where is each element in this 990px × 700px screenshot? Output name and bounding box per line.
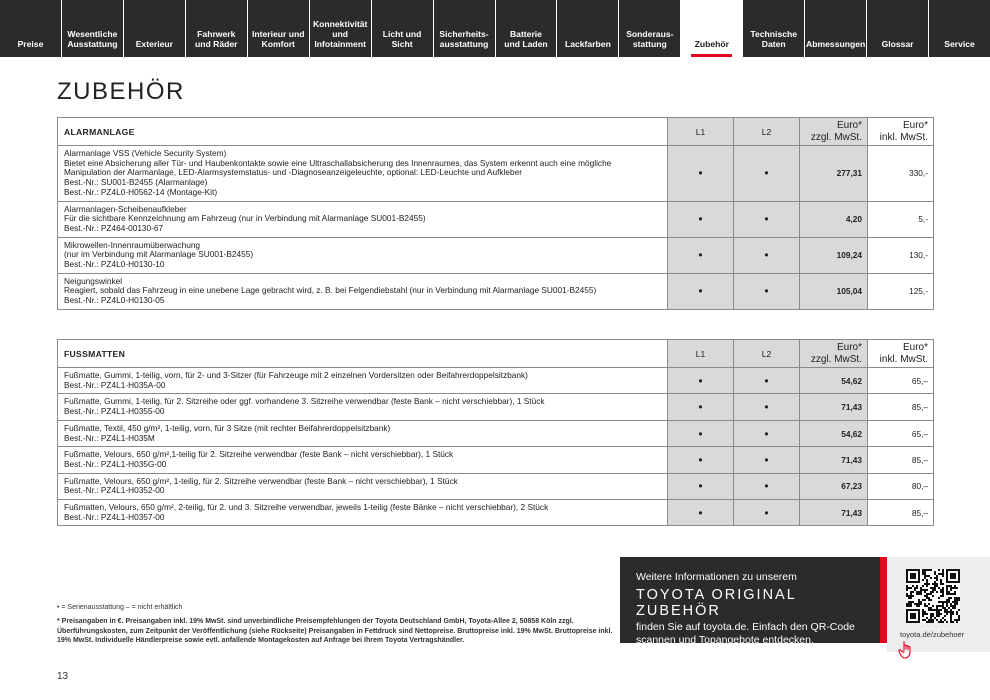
table-row (58, 473, 934, 499)
availability-l1: • (668, 447, 734, 473)
availability-l2: • (734, 500, 800, 526)
availability-l2: • (734, 473, 800, 499)
nav-tab-technische-daten[interactable]: Technische Daten (743, 0, 805, 57)
col-header-gross-price: Euro* inkl. MwSt. (868, 118, 934, 146)
table-row (58, 420, 934, 446)
row-text-line: Fußmatte, Textil, 450 g/m², 1-teilig, vorn, für 3 Sitze (mit rechter Beifahrerdoppelsitzbank) (64, 422, 391, 433)
row-text-line: Best.-Nr.: PZ4L1-H035M (64, 432, 155, 443)
net-price: 54,62 (800, 420, 868, 446)
row-description (58, 146, 668, 202)
nav-tab-zubehör[interactable]: Zubehör (681, 0, 743, 57)
net-price: 71,43 (800, 394, 868, 420)
availability-l2: • (734, 447, 800, 473)
col-header-l2: L2 (734, 340, 800, 368)
net-price: 105,04 (800, 273, 868, 309)
availability-l2: • (734, 368, 800, 394)
table-row (58, 237, 934, 273)
row-description (58, 500, 668, 526)
qr-code-icon[interactable] (906, 569, 960, 623)
row-description (58, 201, 668, 237)
row-description (58, 447, 668, 473)
net-price: 109,24 (800, 237, 868, 273)
row-text-line: Best.-Nr.: PZ4L0-H0130-10 (64, 259, 165, 270)
availability-l2: • (734, 146, 800, 202)
hand-pointer-icon (898, 640, 914, 665)
row-text-line: Best.-Nr.: PZ4L0-H0562-14 (Montage-Kit) (64, 186, 218, 197)
table-row (58, 500, 934, 526)
price-footnote: * Preisangaben in €. Preisangaben inkl. 19% MwSt. sind unverbindliche Preisempfehlungen der Toyota Deutschland GmbH, Toyota-Allee 2, 50858 Köln zzgl. Überführungskosten, zum Zeitpunkt der Veröffentlichung (siehe Rückseite) Preisangaben in Fettdruck sind Nettopreise. Bruttopreise inkl. 19% MwSt. Bruttopreise inkl. 19% MwSt. Individuelle Händlerpreise sowie evtl. anfallende Montagekosten auf Anfrage bei Ihrem Toyota Vertragshändler. (57, 618, 613, 645)
row-text-line: Best.-Nr.: PZ4L1-H035A-00 (64, 379, 166, 390)
gross-price: 85,– (868, 447, 934, 473)
gross-price: 85,– (868, 394, 934, 420)
legend-note: • = Serienausstattung – = nicht erhältlich (57, 604, 183, 611)
table-row (58, 273, 934, 309)
table-row (58, 368, 934, 394)
table-row (58, 447, 934, 473)
availability-l2: • (734, 420, 800, 446)
col-header-l1: L1 (668, 118, 734, 146)
row-text-line: Best.-Nr.: PZ4L0-H0130-05 (64, 295, 165, 306)
row-text-line: (nur im Verbindung mit Alarmanlage SU001-B2455) (64, 249, 254, 260)
availability-l2: • (734, 273, 800, 309)
availability-l2: • (734, 237, 800, 273)
gross-price: 65,– (868, 420, 934, 446)
promo-accent-bar (880, 557, 887, 643)
col-header-gross-price: Euro* inkl. MwSt. (868, 340, 934, 368)
row-text-line: Best.-Nr.: PZ464-00130-67 (64, 222, 164, 233)
net-price: 277,31 (800, 146, 868, 202)
col-header-net-price: Euro* zzgl. MwSt. (800, 340, 868, 368)
row-description (58, 273, 668, 309)
availability-l1: • (668, 146, 734, 202)
table-row (58, 201, 934, 237)
availability-l1: • (668, 237, 734, 273)
table-row (58, 394, 934, 420)
row-text-line: Manipulation der Alarmanlage, LED-Alarmsystemstatus- und -Diagnoseanzeigeleuchte, optional: LED-Leuchte und Aufkleber (64, 167, 522, 178)
row-description (58, 237, 668, 273)
nav-tab-licht-und-sicht[interactable]: Licht und Sicht (372, 0, 434, 57)
row-description (58, 394, 668, 420)
alarmanlage-table (57, 117, 934, 310)
row-text-line: Fußmatte, Velours, 650 g/m²,1-teilig für 2. Sitzreihe verwendbar (feste Bank – nicht verschiebbar), 1 Stück (64, 449, 454, 460)
nav-tab-fahrwerk-und-räder[interactable]: Fahrwerk und Räder (186, 0, 248, 57)
nav-tab-sonderaus-stattung[interactable]: Sonderaus- stattung (619, 0, 681, 57)
availability-l1: • (668, 420, 734, 446)
nav-tab-service[interactable]: Service (944, 39, 975, 49)
promo-line-3: finden Sie auf toyota.de. Einfach den QR-Code scannen und Topangebote entdecken. (636, 621, 855, 646)
top-navigation (0, 0, 990, 57)
page-number: 13 (57, 671, 69, 682)
row-description (58, 473, 668, 499)
row-text-line: Best.-Nr.: SU001-B2455 (Alarmanlage) (64, 177, 208, 188)
nav-tab-interieur-und-komfort[interactable]: Interieur und Komfort (248, 0, 310, 57)
row-text-line: Bietet eine Absicherung aller Tür- und Haubenkontakte sowie eine Ultraschallabsicherung des Innenraumes, das System erkennt auch eine mögliche (64, 157, 612, 168)
availability-l2: • (734, 201, 800, 237)
row-text-line: Reagiert, sobald das Fahrzeug in eine unebene Lage gebracht wird, z. B. bei Felgendiebstahl (nur in Verbindung mit Alarmanlage SU001-B2455) (64, 285, 597, 296)
col-header-l2: L2 (734, 118, 800, 146)
nav-tab-exterieur[interactable]: Exterieur (124, 0, 186, 57)
availability-l1: • (668, 368, 734, 394)
table-title: ALARMANLAGE (58, 118, 668, 146)
promo-line-2: TOYOTA ORIGINAL ZUBEHÖR (636, 587, 797, 619)
row-text-line: Mikrowellen-Innenraumüberwachung (64, 239, 201, 250)
table-row (58, 146, 934, 202)
fussmatten-table (57, 339, 934, 526)
gross-price: 125,- (868, 273, 934, 309)
nav-tab-abmessungen[interactable]: Abmessungen (805, 0, 867, 57)
row-text-line: Fußmatte, Gummi, 1-teilig, für 2. Sitzreihe oder ggf. vorhandene 3. Sitzreihe verwendbar (feste Bank – nicht verschiebbar), 1 Stück (64, 396, 545, 407)
row-text-line: Fußmatten, Velours, 650 g/m², 2-teilig, für 2. und 3. Sitzreihe verwendbar, jeweils 1-teilig (feste Bänke – nicht verschiebbar), 2 Stück (64, 502, 549, 513)
nav-tab-preise[interactable]: Preise (0, 0, 62, 57)
col-header-l1: L1 (668, 340, 734, 368)
row-text-line: Best.-Nr.: PZ4L1-H0355-00 (64, 406, 165, 417)
gross-price: 330,- (868, 146, 934, 202)
gross-price: 65,– (868, 368, 934, 394)
nav-tab-sicherheits-ausstattung[interactable]: Sicherheits- ausstattung (434, 0, 496, 57)
row-text-line: Alarmanlage VSS (Vehicle Security System) (64, 148, 227, 158)
row-text-line: Alarmanlagen-Scheibenaufkleber (64, 203, 187, 214)
availability-l1: • (668, 273, 734, 309)
nav-tab-batterie-und-laden[interactable]: Batterie und Laden (496, 0, 558, 57)
promo-box (620, 557, 886, 646)
net-price: 4,20 (800, 201, 868, 237)
gross-price: 85,– (868, 500, 934, 526)
promo-line-1: Weitere Informationen zu unserem (636, 571, 797, 583)
net-price: 67,23 (800, 473, 868, 499)
nav-tab-konnektivität-und-infotainment[interactable]: Konnektivität und Infotainment (310, 0, 372, 57)
availability-l1: • (668, 201, 734, 237)
gross-price: 5,- (868, 201, 934, 237)
availability-l1: • (668, 500, 734, 526)
net-price: 71,43 (800, 500, 868, 526)
nav-tab-lackfarben[interactable]: Lackfarben (557, 0, 619, 57)
row-text-line: Neigungswinkel (64, 275, 123, 286)
table-title: FUSSMATTEN (58, 340, 668, 368)
availability-l2: • (734, 394, 800, 420)
qr-url[interactable]: toyota.de/zubehoer (900, 630, 965, 639)
row-text-line: Best.-Nr.: PZ4L1-H0352-00 (64, 485, 165, 496)
row-text-line: Best.-Nr.: PZ4L1-H0357-00 (64, 511, 165, 522)
col-header-net-price: Euro* zzgl. MwSt. (800, 118, 868, 146)
availability-l1: • (668, 394, 734, 420)
row-text-line: Fußmatte, Gummi, 1-teilig, vorn, für 2- und 3-Sitzer (für Fahrzeuge mit 2 einzelnen Vordersitzen oder Beifahrerdoppelsitzbank) (64, 370, 528, 380)
nav-tab-glossar[interactable]: Glossar (867, 0, 929, 57)
nav-tab-wesentliche-ausstattung[interactable]: Wesentliche Ausstattung (62, 0, 124, 57)
row-description (58, 368, 668, 394)
row-text-line: Für die sichtbare Kennzeichnung am Fahrzeug (nur in Verbindung mit Alarmanlage SU001-B2455) (64, 213, 426, 224)
availability-l1: • (668, 473, 734, 499)
row-description (58, 420, 668, 446)
net-price: 71,43 (800, 447, 868, 473)
page-title: ZUBEHÖR (57, 78, 185, 105)
gross-price: 80,– (868, 473, 934, 499)
net-price: 54,62 (800, 368, 868, 394)
row-text-line: Fußmatte, Velours, 650 g/m², 1-teilig, für 2. Sitzreihe verwendbar (feste Bank – nicht verschiebbar), 1 Stück (64, 475, 458, 486)
row-text-line: Best.-Nr.: PZ4L1-H035G-00 (64, 458, 167, 469)
gross-price: 130,- (868, 237, 934, 273)
